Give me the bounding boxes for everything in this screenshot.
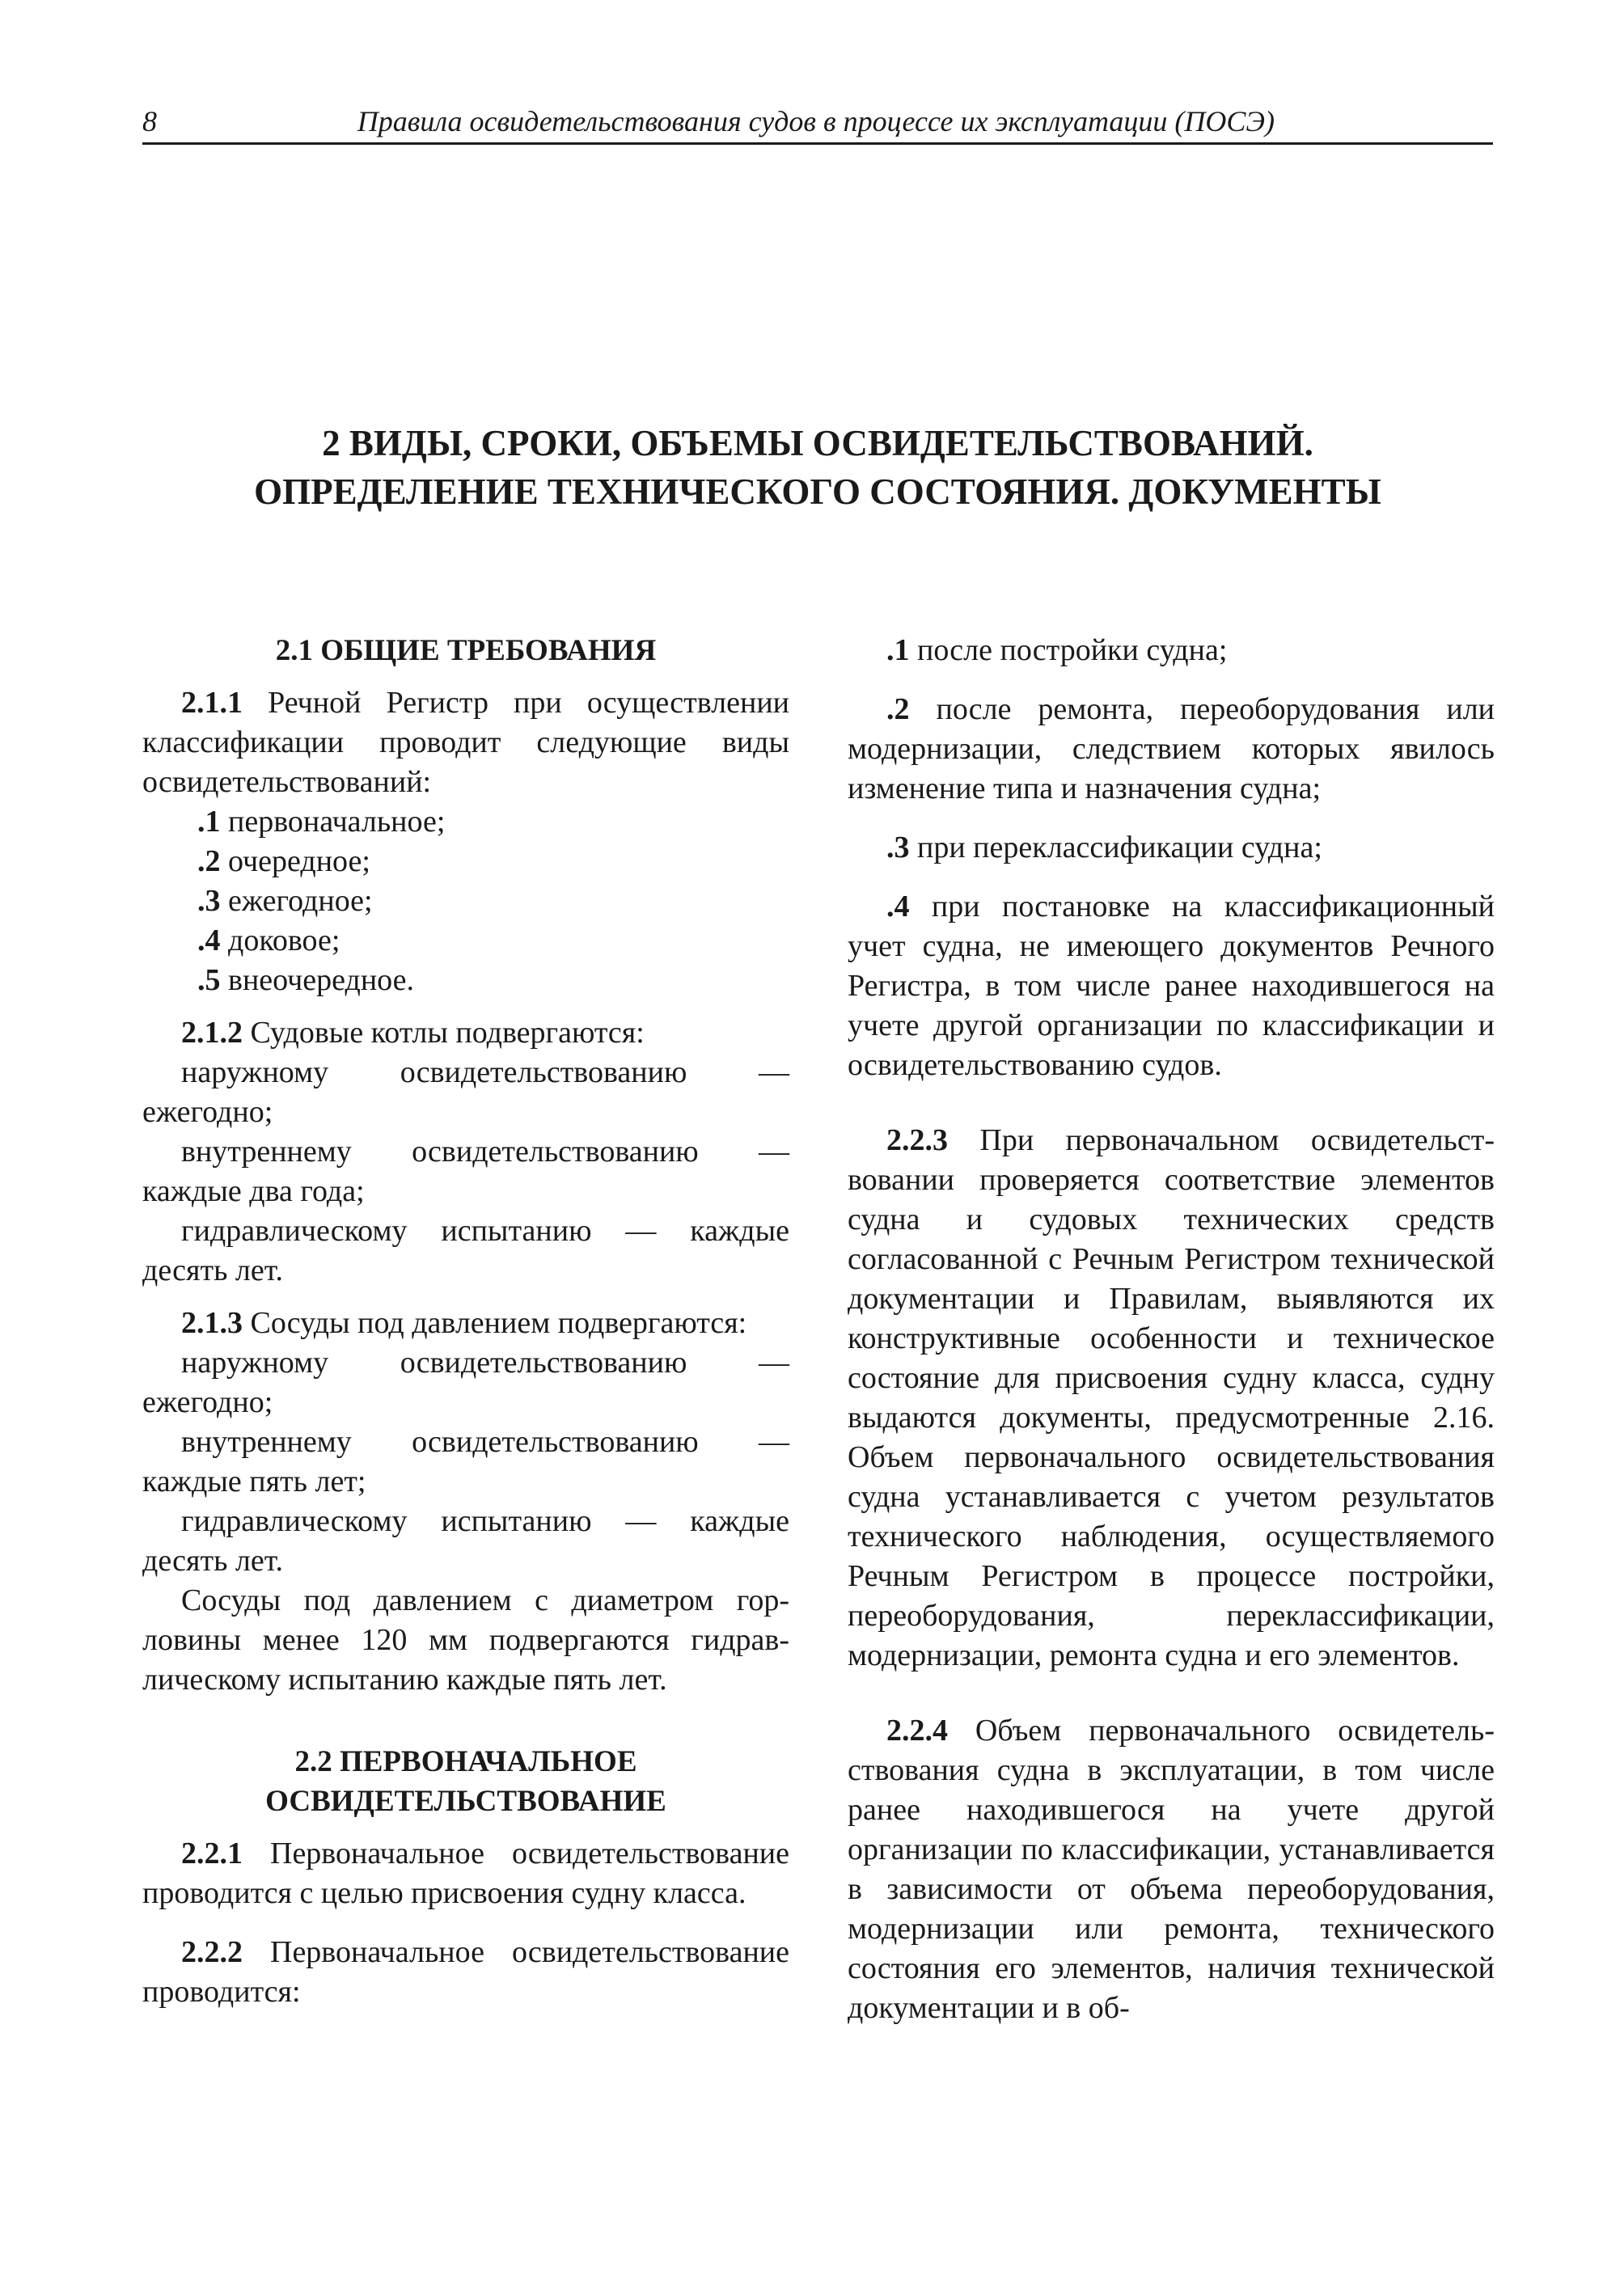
paragraph-2-1-3 — [142, 1304, 789, 1343]
left-column — [142, 631, 789, 2012]
list-item: гидравлическому испытанию — каждые десять лет. — [142, 1214, 789, 1287]
clause-number: 2.2.2 — [181, 1935, 243, 1969]
item-text: после ремонта, переоборудования или модернизации, следствием которых явилось изменение типа и назначения судна; — [848, 692, 1495, 805]
list-item: внутреннему освидетельствованию — каждые пять лет; — [142, 1425, 789, 1498]
section-heading-2-2 — [142, 1742, 789, 1821]
item-number: .5 — [197, 963, 221, 997]
item-text: доковое; — [228, 924, 340, 957]
running-header — [142, 105, 1493, 145]
item-number: .4 — [197, 924, 221, 957]
section-heading-line-1: 2.2 ПЕРВОНАЧАЛЬНОЕ — [294, 1745, 637, 1778]
list-item — [848, 631, 1495, 670]
item-number: .1 — [197, 805, 221, 839]
clause-text: Речной Регистр при осуществлении классификации проводит следующие виды освидетельствований: — [142, 686, 789, 799]
clause-number: 2.2.1 — [181, 1837, 243, 1870]
item-text: при постановке на классификационный учет судна, не имеющего документов Речного Регистра, в том числе ранее находившегося на учете другой организации по классификации и освидетельствованию судов. — [848, 890, 1495, 1082]
clause-number: 2.2.3 — [886, 1123, 948, 1157]
item-number: .3 — [886, 831, 910, 864]
item-text: после постройки судна; — [917, 633, 1228, 667]
clause-text: Объем первоначального освидетельствования судна в эксплуатации, в том числе ранее находившегося на учете другой организации по классификации, устанавливается в зависимости от объема переоборудования, модернизации или ремонта, технического состояния его элементов, наличия технической документации и в об- — [848, 1714, 1495, 2025]
list-item — [848, 828, 1495, 868]
item-text: при переклассификации судна; — [917, 831, 1322, 864]
item-number: .1 — [886, 633, 910, 667]
chapter-title-line-2: ОПРЕДЕЛЕНИЕ ТЕХНИЧЕСКОГО СОСТОЯНИЯ. ДОКУМЕНТЫ — [254, 471, 1381, 512]
clause-text: Сосуды под давлением подвергаются: — [250, 1306, 747, 1340]
chapter-title-line-1: 2 ВИДЫ, СРОКИ, ОБЪЕМЫ ОСВИДЕТЕЛЬСТВОВАНИЙ. — [322, 423, 1313, 463]
paragraph-2-1-3-note: Сосуды под давлением с диаметром горловины менее 120 мм подвергаются гидравлическому испытанию каждые пять лет. — [142, 1583, 789, 1697]
clause-text: При первоначальном освидетельствовании проверяется соответствие элементов судна и судовых технических средств согласованной с Речным Регистром технической документации и Правилам, выявляются их конструктивные особенности и техническое состояние для присвоения судну класса, судну выдаются документы, предусмотренные 2.16. Объем первоначального освидетельствования судна устанавливается с учетом результатов технического наблюдения, осуществляемого Речным Регистром в процессе постройки, переоборудования, переклассификации, модернизации, ремонта судна и его элементов. — [848, 1123, 1495, 1672]
paragraph-2-2-1 — [142, 1834, 789, 1913]
section-heading-line-2: ОСВИДЕТЕЛЬСТВОВАНИЕ — [265, 1785, 666, 1818]
list-item — [848, 690, 1495, 809]
clause-text: Первоначальное освидетельствование проводится с целью присвоения судну класса. — [142, 1837, 789, 1910]
chapter-title — [142, 419, 1493, 516]
clause-text: Первоначальное освидетельствование проводится: — [142, 1935, 789, 2009]
clause-number: 2.1.3 — [181, 1306, 243, 1340]
list-item — [142, 802, 789, 842]
paragraph-2-2-3 — [848, 1121, 1495, 1676]
item-text: первоначальное; — [228, 805, 446, 839]
item-text: ежегодное; — [228, 884, 373, 918]
list-item — [848, 887, 1495, 1085]
item-text: очередное; — [228, 844, 370, 878]
list-item: наружному освидетельствованию — ежегодно; — [142, 1055, 789, 1129]
list-item — [142, 921, 789, 961]
paragraph-2-1-2 — [142, 1013, 789, 1053]
clause-text: Судовые котлы подвергаются: — [250, 1016, 645, 1050]
paragraph-2-1-1 — [142, 683, 789, 802]
running-title: Правила освидетельствования судов в процессе их эксплуатации (ПОСЭ) — [357, 105, 1275, 137]
page-number: 8 — [142, 105, 157, 137]
clause-number: 2.1.1 — [181, 686, 243, 720]
list-item — [142, 961, 789, 1000]
item-number: .2 — [197, 844, 221, 878]
section-heading-2-1: 2.1 ОБЩИЕ ТРЕБОВАНИЯ — [275, 634, 657, 667]
paragraph-2-2-2 — [142, 1933, 789, 2012]
list-item — [142, 881, 789, 921]
item-number: .3 — [197, 884, 221, 918]
list-item: наружному освидетельствованию — ежегодно; — [142, 1346, 789, 1419]
list-item — [142, 842, 789, 881]
list-item: внутреннему освидетельствованию — каждые два года; — [142, 1135, 789, 1208]
right-column — [848, 631, 1495, 2028]
item-number: .4 — [886, 890, 910, 924]
list-item: гидравлическому испытанию — каждые десять лет. — [142, 1504, 789, 1578]
item-text: внеочередное. — [228, 963, 415, 997]
clause-number: 2.1.2 — [181, 1016, 243, 1050]
item-number: .2 — [886, 692, 910, 726]
paragraph-2-2-4 — [848, 1711, 1495, 2028]
clause-number: 2.2.4 — [886, 1714, 948, 1748]
